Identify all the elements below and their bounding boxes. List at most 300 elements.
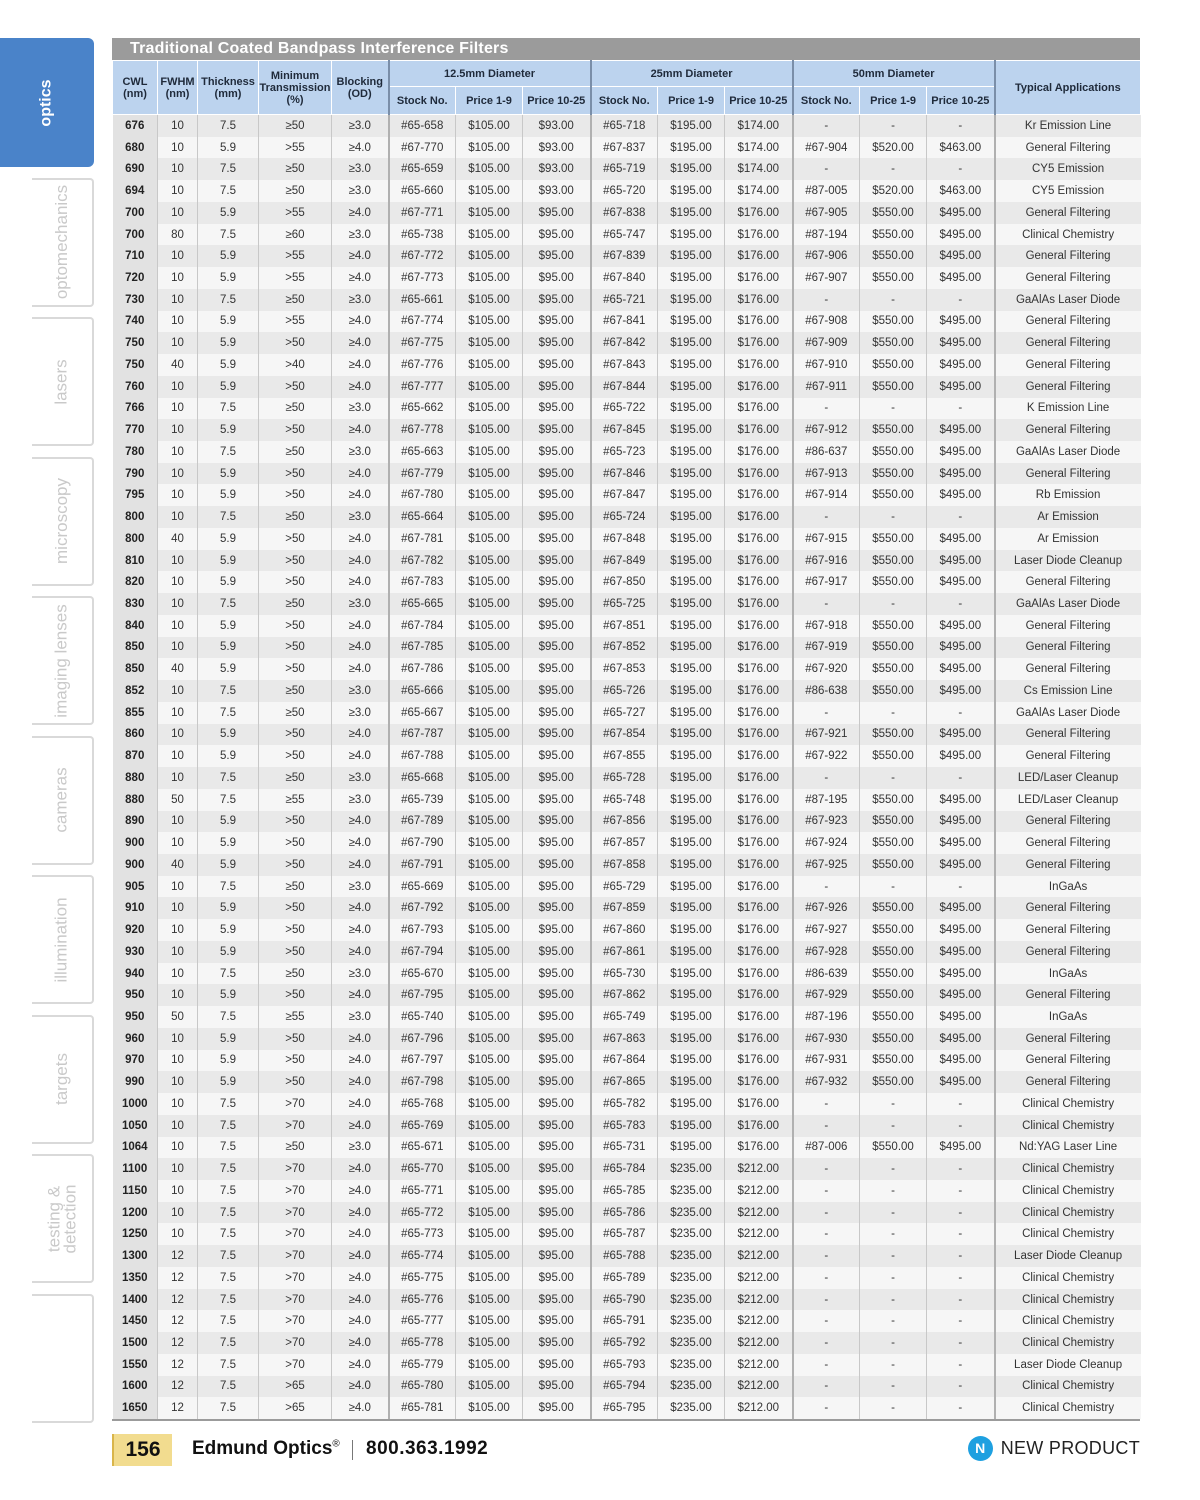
cell-stock-no-50mm: #67-922 [793,745,860,767]
cell-typical-application: Clinical Chemistry [995,1158,1141,1180]
cell-fwhm: 10 [158,289,198,311]
cell-stock-no-12-5mm: #65-670 [389,963,456,985]
cell-price-1-9-50mm: $550.00 [860,224,927,246]
table-row [113,963,1141,985]
cell-price-1-9-12-5mm: $105.00 [456,376,523,398]
cell-cwl: 870 [113,745,158,767]
cell-price-1-9-50mm: $550.00 [860,354,927,376]
cell-thickness: 7.5 [198,506,259,528]
cell-min-transmission: >50 [259,419,332,441]
cell-min-transmission: >50 [259,1050,332,1072]
table-row [113,180,1141,202]
cell-stock-no-50mm: #67-916 [793,550,860,572]
cell-price-10-25-50mm: $495.00 [927,811,995,833]
cell-price-1-9-50mm: $550.00 [860,897,927,919]
cell-typical-application: General Filtering [995,311,1141,333]
cell-price-1-9-25mm: $235.00 [658,1267,725,1289]
table-row [113,1289,1141,1311]
cell-price-1-9-12-5mm: $105.00 [456,1115,523,1137]
cell-stock-no-50mm: - [793,1202,860,1224]
table-row [113,484,1141,506]
cell-price-10-25-25mm: $176.00 [725,267,793,289]
cell-typical-application: Rb Emission [995,484,1141,506]
cell-cwl: 950 [113,984,158,1006]
cell-price-10-25-25mm: $176.00 [725,658,793,680]
cell-stock-no-25mm: #67-845 [591,419,658,441]
table-row [113,593,1141,615]
cell-fwhm: 40 [158,658,198,680]
cell-min-transmission: ≥50 [259,1137,332,1159]
cell-stock-no-50mm: #67-927 [793,919,860,941]
cell-price-1-9-50mm: $550.00 [860,550,927,572]
cell-stock-no-12-5mm: #67-779 [389,463,456,485]
cell-price-1-9-25mm: $195.00 [658,528,725,550]
cell-thickness: 5.9 [198,245,259,267]
cell-typical-application: General Filtering [995,202,1141,224]
cell-price-1-9-50mm: $550.00 [860,789,927,811]
cell-price-1-9-50mm: $550.00 [860,419,927,441]
cell-stock-no-50mm: #87-195 [793,789,860,811]
cell-stock-no-25mm: #65-723 [591,441,658,463]
cell-price-1-9-25mm: $195.00 [658,484,725,506]
cell-price-1-9-25mm: $195.00 [658,376,725,398]
table-row [113,615,1141,637]
cell-price-1-9-50mm: - [860,1289,927,1311]
table-row [113,941,1141,963]
cell-price-10-25-50mm: - [927,593,995,615]
cell-price-10-25-25mm: $176.00 [725,398,793,420]
cell-fwhm: 10 [158,550,198,572]
section-tab-illumination[interactable] [32,875,94,1004]
cell-stock-no-50mm: #67-920 [793,658,860,680]
cell-thickness: 7.5 [198,1332,259,1354]
cell-typical-application: CY5 Emission [995,158,1141,180]
cell-price-10-25-12-5mm: $95.00 [523,398,591,420]
cell-typical-application: General Filtering [995,419,1141,441]
table-row [113,637,1141,659]
table-row [113,1245,1141,1267]
filter-table [112,60,1141,1419]
cell-price-1-9-25mm: $195.00 [658,419,725,441]
cell-price-10-25-12-5mm: $95.00 [523,484,591,506]
cell-price-1-9-50mm: - [860,1093,927,1115]
cell-stock-no-25mm: #65-790 [591,1289,658,1311]
cell-price-10-25-50mm: - [927,115,995,137]
cell-stock-no-25mm: #67-857 [591,832,658,854]
cell-price-1-9-25mm: $235.00 [658,1397,725,1419]
cell-thickness: 7.5 [198,1397,259,1419]
cell-price-10-25-12-5mm: $93.00 [523,137,591,159]
cell-typical-application: GaAlAs Laser Diode [995,593,1141,615]
cell-typical-application: General Filtering [995,354,1141,376]
cell-stock-no-50mm: #67-924 [793,832,860,854]
cell-price-1-9-25mm: $195.00 [658,354,725,376]
cell-typical-application: LED/Laser Cleanup [995,767,1141,789]
cell-stock-no-12-5mm: #67-797 [389,1050,456,1072]
table-row [113,1093,1141,1115]
table-row [113,724,1141,746]
table-row [113,1071,1141,1093]
cell-price-10-25-50mm: $463.00 [927,137,995,159]
cell-price-10-25-12-5mm: $95.00 [523,941,591,963]
cell-price-10-25-50mm: $463.00 [927,180,995,202]
cell-price-1-9-12-5mm: $105.00 [456,811,523,833]
cell-price-1-9-25mm: $195.00 [658,1093,725,1115]
cell-price-10-25-25mm: $176.00 [725,1028,793,1050]
footer-divider [352,1440,353,1460]
cell-cwl: 720 [113,267,158,289]
cell-price-1-9-25mm: $195.00 [658,311,725,333]
cell-min-transmission: ≥50 [259,876,332,898]
cell-stock-no-12-5mm: #65-776 [389,1289,456,1311]
cell-stock-no-25mm: #65-730 [591,963,658,985]
cell-blocking: ≥4.0 [332,1354,389,1376]
cell-stock-no-12-5mm: #65-770 [389,1158,456,1180]
cell-stock-no-50mm: #67-918 [793,615,860,637]
cell-price-1-9-50mm: $550.00 [860,202,927,224]
cell-price-10-25-12-5mm: $95.00 [523,702,591,724]
cell-price-1-9-50mm: - [860,1354,927,1376]
cell-price-1-9-12-5mm: $105.00 [456,984,523,1006]
cell-blocking: ≥4.0 [332,919,389,941]
cell-price-1-9-12-5mm: $105.00 [456,180,523,202]
cell-thickness: 7.5 [198,593,259,615]
cell-thickness: 5.9 [198,571,259,593]
cell-typical-application: General Filtering [995,832,1141,854]
cell-min-transmission: >50 [259,832,332,854]
cell-stock-no-50mm: #67-928 [793,941,860,963]
cell-blocking: ≥4.0 [332,615,389,637]
cell-thickness: 5.9 [198,1028,259,1050]
cell-fwhm: 10 [158,1158,198,1180]
cell-thickness: 7.5 [198,1310,259,1332]
section-tab-blank[interactable] [32,1294,94,1423]
cell-typical-application: General Filtering [995,267,1141,289]
cell-price-10-25-50mm: $495.00 [927,637,995,659]
cell-price-1-9-12-5mm: $105.00 [456,876,523,898]
cell-blocking: ≥4.0 [332,311,389,333]
cell-fwhm: 50 [158,1006,198,1028]
cell-price-1-9-25mm: $195.00 [658,463,725,485]
cell-stock-no-25mm: #65-782 [591,1093,658,1115]
cell-price-1-9-50mm: - [860,289,927,311]
cell-cwl: 890 [113,811,158,833]
cell-cwl: 850 [113,637,158,659]
cell-price-1-9-25mm: $195.00 [658,550,725,572]
cell-blocking: ≥3.0 [332,767,389,789]
cell-thickness: 7.5 [198,224,259,246]
cell-blocking: ≥4.0 [332,941,389,963]
cell-blocking: ≥4.0 [332,1289,389,1311]
cell-stock-no-50mm: #67-917 [793,571,860,593]
cell-price-1-9-25mm: $195.00 [658,745,725,767]
cell-price-1-9-50mm: - [860,1310,927,1332]
cell-price-1-9-25mm: $195.00 [658,637,725,659]
cell-fwhm: 10 [158,745,198,767]
cell-price-10-25-12-5mm: $95.00 [523,224,591,246]
cell-price-1-9-25mm: $195.00 [658,1006,725,1028]
cell-blocking: ≥3.0 [332,680,389,702]
cell-stock-no-25mm: #65-720 [591,180,658,202]
cell-thickness: 7.5 [198,1245,259,1267]
section-tab-cameras[interactable] [32,736,94,865]
cell-fwhm: 10 [158,811,198,833]
cell-min-transmission: ≥55 [259,1006,332,1028]
cell-stock-no-25mm: #65-789 [591,1267,658,1289]
cell-thickness: 7.5 [198,1093,259,1115]
cell-stock-no-25mm: #65-749 [591,1006,658,1028]
cell-price-1-9-50mm: $550.00 [860,267,927,289]
cell-price-10-25-25mm: $176.00 [725,897,793,919]
cell-stock-no-25mm: #65-748 [591,789,658,811]
section-tab-microscopy[interactable] [32,457,94,586]
cell-thickness: 5.9 [198,1071,259,1093]
cell-price-1-9-50mm: - [860,1397,927,1419]
cell-price-1-9-25mm: $195.00 [658,767,725,789]
cell-price-10-25-12-5mm: $95.00 [523,897,591,919]
cell-cwl: 820 [113,571,158,593]
cell-stock-no-50mm: #86-639 [793,963,860,985]
cell-price-10-25-25mm: $176.00 [725,311,793,333]
cell-blocking: ≥4.0 [332,267,389,289]
cell-price-10-25-50mm: - [927,1376,995,1398]
cell-stock-no-12-5mm: #67-772 [389,245,456,267]
cell-price-10-25-50mm: $495.00 [927,1137,995,1159]
cell-price-10-25-25mm: $212.00 [725,1245,793,1267]
cell-price-1-9-12-5mm: $105.00 [456,1158,523,1180]
cell-fwhm: 10 [158,137,198,159]
cell-price-1-9-25mm: $195.00 [658,1050,725,1072]
cell-price-10-25-12-5mm: $95.00 [523,1028,591,1050]
cell-price-1-9-50mm: $550.00 [860,1028,927,1050]
cell-stock-no-12-5mm: #65-772 [389,1202,456,1224]
cell-fwhm: 40 [158,354,198,376]
cell-min-transmission: >70 [259,1115,332,1137]
cell-price-1-9-12-5mm: $105.00 [456,1397,523,1419]
cell-price-1-9-12-5mm: $105.00 [456,115,523,137]
cell-stock-no-50mm: - [793,1310,860,1332]
cell-min-transmission: >50 [259,332,332,354]
cell-price-1-9-12-5mm: $105.00 [456,1354,523,1376]
section-tab-testing-detection[interactable] [32,1154,94,1283]
cell-price-1-9-25mm: $235.00 [658,1180,725,1202]
cell-blocking: ≥4.0 [332,1245,389,1267]
cell-stock-no-12-5mm: #67-790 [389,832,456,854]
cell-fwhm: 10 [158,1180,198,1202]
cell-price-10-25-25mm: $212.00 [725,1267,793,1289]
cell-cwl: 850 [113,658,158,680]
cell-price-1-9-50mm: - [860,115,927,137]
cell-stock-no-50mm: - [793,398,860,420]
cell-price-1-9-50mm: $550.00 [860,311,927,333]
cell-price-1-9-12-5mm: $105.00 [456,550,523,572]
cell-price-1-9-25mm: $195.00 [658,615,725,637]
cell-stock-no-50mm: #67-925 [793,854,860,876]
cell-min-transmission: ≥50 [259,963,332,985]
cell-price-1-9-25mm: $235.00 [658,1202,725,1224]
cell-price-10-25-50mm: $495.00 [927,963,995,985]
cell-price-10-25-12-5mm: $95.00 [523,1376,591,1398]
cell-typical-application: Clinical Chemistry [995,1267,1141,1289]
cell-cwl: 750 [113,354,158,376]
cell-price-10-25-50mm: - [927,158,995,180]
cell-price-10-25-12-5mm: $95.00 [523,1050,591,1072]
cell-min-transmission: >70 [259,1202,332,1224]
cell-thickness: 5.9 [198,137,259,159]
cell-blocking: ≥4.0 [332,1093,389,1115]
table-row [113,854,1141,876]
cell-price-1-9-50mm: $550.00 [860,745,927,767]
cell-price-1-9-50mm: $550.00 [860,811,927,833]
cell-price-1-9-25mm: $195.00 [658,658,725,680]
cell-blocking: ≥4.0 [332,137,389,159]
cell-price-1-9-50mm: $550.00 [860,463,927,485]
cell-blocking: ≥3.0 [332,224,389,246]
cell-blocking: ≥3.0 [332,158,389,180]
cell-price-1-9-25mm: $235.00 [658,1223,725,1245]
cell-price-1-9-25mm: $195.00 [658,919,725,941]
table-row [113,354,1141,376]
cell-thickness: 7.5 [198,789,259,811]
table-row [113,897,1141,919]
cell-price-1-9-12-5mm: $105.00 [456,702,523,724]
cell-thickness: 5.9 [198,615,259,637]
cell-typical-application: General Filtering [995,724,1141,746]
cell-fwhm: 10 [158,506,198,528]
cell-stock-no-25mm: #67-859 [591,897,658,919]
cell-price-1-9-12-5mm: $105.00 [456,941,523,963]
cell-price-10-25-12-5mm: $95.00 [523,615,591,637]
header-price-10-25: Price 10-25 [725,87,793,115]
cell-blocking: ≥4.0 [332,1115,389,1137]
section-tab-lasers[interactable] [32,317,94,446]
cell-price-1-9-50mm: $550.00 [860,376,927,398]
cell-cwl: 960 [113,1028,158,1050]
cell-typical-application: Laser Diode Cleanup [995,550,1141,572]
cell-blocking: ≥3.0 [332,506,389,528]
cell-price-10-25-25mm: $176.00 [725,419,793,441]
cell-price-1-9-25mm: $195.00 [658,289,725,311]
table-row [113,1115,1141,1137]
cell-cwl: 880 [113,767,158,789]
cell-price-10-25-25mm: $176.00 [725,702,793,724]
cell-fwhm: 10 [158,463,198,485]
table-row [113,289,1141,311]
cell-cwl: 1064 [113,1137,158,1159]
section-tab-optomechanics[interactable] [32,178,94,307]
cell-cwl: 900 [113,832,158,854]
section-tab-targets[interactable] [32,1015,94,1144]
cell-stock-no-25mm: #65-718 [591,115,658,137]
cell-stock-no-12-5mm: #67-788 [389,745,456,767]
table-row [113,1397,1141,1419]
cell-stock-no-50mm: - [793,767,860,789]
cell-price-1-9-25mm: $195.00 [658,941,725,963]
cell-price-10-25-25mm: $176.00 [725,615,793,637]
cell-thickness: 7.5 [198,1115,259,1137]
cell-stock-no-50mm: - [793,593,860,615]
cell-stock-no-25mm: #65-727 [591,702,658,724]
cell-stock-no-50mm: #67-914 [793,484,860,506]
cell-cwl: 920 [113,919,158,941]
cell-price-1-9-50mm: - [860,702,927,724]
cell-typical-application: General Filtering [995,571,1141,593]
cell-price-10-25-50mm: - [927,1158,995,1180]
cell-stock-no-25mm: #67-856 [591,811,658,833]
cell-price-10-25-12-5mm: $95.00 [523,1180,591,1202]
cell-thickness: 7.5 [198,680,259,702]
cell-price-1-9-25mm: $195.00 [658,984,725,1006]
cell-typical-application: General Filtering [995,897,1141,919]
cell-price-10-25-50mm: $495.00 [927,571,995,593]
cell-fwhm: 12 [158,1267,198,1289]
cell-fwhm: 10 [158,941,198,963]
cell-stock-no-50mm: #67-923 [793,811,860,833]
cell-stock-no-25mm: #67-852 [591,637,658,659]
cell-typical-application: GaAlAs Laser Diode [995,289,1141,311]
cell-typical-application: Ar Emission [995,506,1141,528]
cell-typical-application: General Filtering [995,941,1141,963]
table-row [113,158,1141,180]
cell-typical-application: Clinical Chemistry [995,1376,1141,1398]
cell-min-transmission: ≥50 [259,767,332,789]
cell-stock-no-25mm: #67-837 [591,137,658,159]
cell-price-1-9-12-5mm: $105.00 [456,963,523,985]
table-body [113,115,1141,1420]
table-row [113,745,1141,767]
section-tab-label: testing & detection [44,1184,79,1253]
cell-price-10-25-50mm: - [927,1397,995,1419]
cell-cwl: 690 [113,158,158,180]
cell-price-1-9-25mm: $195.00 [658,398,725,420]
cell-fwhm: 10 [158,593,198,615]
cell-price-1-9-25mm: $235.00 [658,1376,725,1398]
cell-blocking: ≥4.0 [332,419,389,441]
cell-price-1-9-25mm: $195.00 [658,897,725,919]
cell-price-1-9-12-5mm: $105.00 [456,571,523,593]
cell-stock-no-25mm: #67-855 [591,745,658,767]
cell-stock-no-12-5mm: #67-783 [389,571,456,593]
cell-stock-no-12-5mm: #67-785 [389,637,456,659]
header-group-12-5mm: 12.5mm Diameter [389,61,591,87]
cell-stock-no-50mm: #67-910 [793,354,860,376]
cell-fwhm: 10 [158,376,198,398]
cell-blocking: ≥4.0 [332,984,389,1006]
table-row [113,137,1141,159]
cell-typical-application: General Filtering [995,332,1141,354]
cell-stock-no-12-5mm: #67-781 [389,528,456,550]
cell-price-1-9-25mm: $195.00 [658,702,725,724]
section-tab-optics[interactable] [0,38,94,167]
cell-min-transmission: >50 [259,571,332,593]
cell-fwhm: 50 [158,789,198,811]
cell-stock-no-12-5mm: #65-663 [389,441,456,463]
cell-min-transmission: >50 [259,919,332,941]
cell-price-10-25-25mm: $176.00 [725,767,793,789]
cell-price-10-25-50mm: $495.00 [927,680,995,702]
cell-min-transmission: >50 [259,854,332,876]
cell-price-1-9-12-5mm: $105.00 [456,745,523,767]
cell-price-10-25-50mm: $495.00 [927,919,995,941]
cell-price-10-25-12-5mm: $95.00 [523,811,591,833]
cell-typical-application: InGaAs [995,1006,1141,1028]
cell-fwhm: 10 [158,267,198,289]
cell-stock-no-12-5mm: #65-669 [389,876,456,898]
cell-typical-application: General Filtering [995,1071,1141,1093]
cell-fwhm: 10 [158,398,198,420]
section-tab-imaging-lenses[interactable] [32,596,94,725]
cell-price-1-9-12-5mm: $105.00 [456,441,523,463]
